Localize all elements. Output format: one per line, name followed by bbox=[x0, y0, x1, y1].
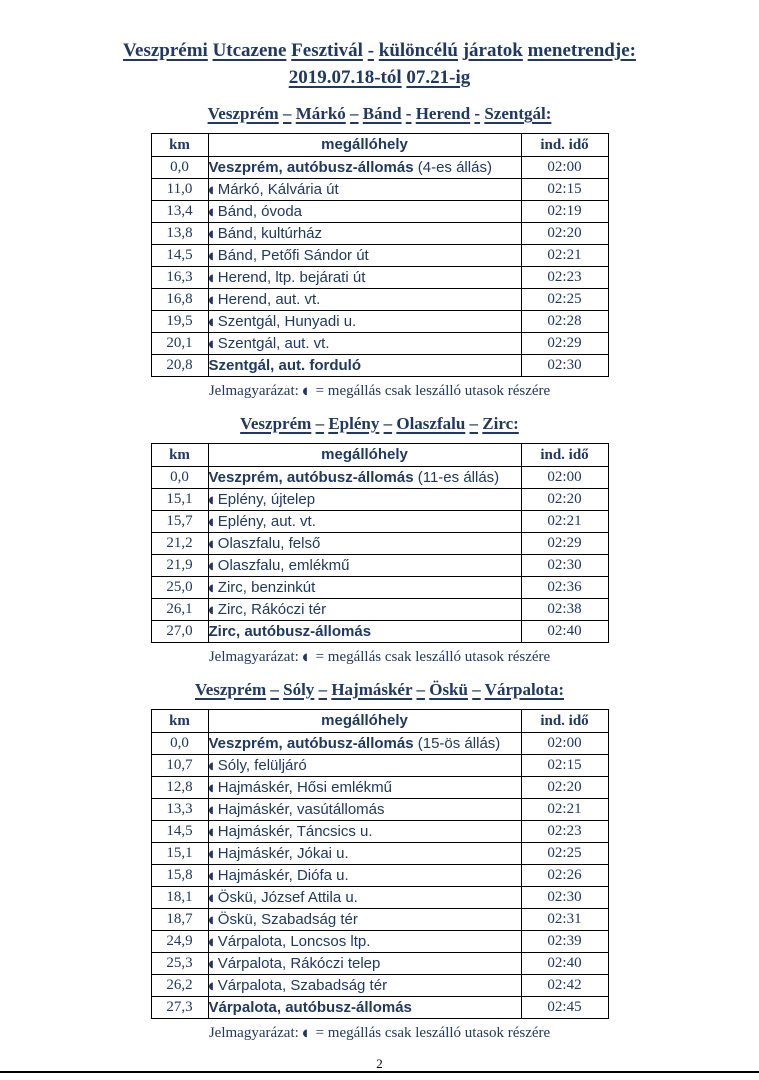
time-cell: 02:38 bbox=[521, 599, 608, 621]
km-cell: 21,9 bbox=[151, 555, 208, 577]
stop-row bbox=[151, 289, 608, 311]
stop-row bbox=[151, 621, 608, 643]
time-cell: 02:20 bbox=[521, 777, 608, 799]
stop-name: Zirc, benzinkút bbox=[217, 579, 316, 596]
stop-cell bbox=[208, 621, 521, 643]
time-cell: 02:36 bbox=[521, 577, 608, 599]
alight-only-icon: ◖ bbox=[208, 937, 214, 948]
alight-only-icon: ◖ bbox=[208, 583, 214, 594]
stop-row bbox=[151, 511, 608, 533]
time-cell: 02:28 bbox=[521, 311, 608, 333]
legend-text: = megállás csak leszálló utasok részére bbox=[315, 1025, 551, 1041]
km-cell: 13,8 bbox=[151, 223, 208, 245]
stop-name: Veszprém, autóbusz-állomás bbox=[208, 159, 414, 176]
stop-name: Hajmáskér, Diófa u. bbox=[217, 867, 349, 884]
stop-name: Herend, ltp. bejárati út bbox=[217, 269, 366, 286]
legend-text: = megállás csak leszálló utasok részére bbox=[315, 649, 551, 665]
stop-cell bbox=[208, 467, 521, 489]
alight-only-icon: ◖ bbox=[208, 495, 214, 506]
route-section-eplény-zirc bbox=[0, 412, 759, 667]
km-cell: 26,1 bbox=[151, 599, 208, 621]
stop-row bbox=[151, 467, 608, 489]
alight-only-icon: ◖ bbox=[208, 517, 214, 528]
stop-row bbox=[151, 975, 608, 997]
time-cell: 02:31 bbox=[521, 909, 608, 931]
stop-row bbox=[151, 157, 608, 179]
column-header-time: ind. idő bbox=[521, 710, 608, 733]
stop-cell bbox=[208, 887, 521, 909]
km-cell: 20,8 bbox=[151, 355, 208, 377]
stop-cell bbox=[208, 555, 521, 577]
stop-name: Szentgál, aut. vt. bbox=[217, 335, 330, 352]
route-heading: Veszprém – Eplény – Olaszfalu – Zirc: bbox=[240, 414, 519, 433]
stop-name: Szentgál, aut. forduló bbox=[208, 357, 361, 374]
legend-prefix: Jelmagyarázat: bbox=[208, 649, 299, 665]
stop-cell bbox=[208, 201, 521, 223]
km-cell: 27,3 bbox=[151, 997, 208, 1019]
column-header-stop: megállóhely bbox=[208, 134, 521, 157]
km-cell: 15,1 bbox=[151, 843, 208, 865]
km-cell: 14,5 bbox=[151, 821, 208, 843]
title-line-2: 2019.07.18-tól 07.21-ig bbox=[288, 67, 471, 88]
time-cell: 02:29 bbox=[521, 333, 608, 355]
legend-prefix: Jelmagyarázat: bbox=[208, 383, 299, 399]
route-section-sóly-várpalota bbox=[0, 678, 759, 1043]
legend-line bbox=[0, 1023, 759, 1043]
stop-name: Szentgál, Hunyadi u. bbox=[217, 313, 357, 330]
legend-prefix: Jelmagyarázat: bbox=[208, 1025, 299, 1041]
time-cell: 02:30 bbox=[521, 887, 608, 909]
stop-row bbox=[151, 865, 608, 887]
stop-cell bbox=[208, 533, 521, 555]
km-cell: 18,7 bbox=[151, 909, 208, 931]
stop-name: Bánd, óvoda bbox=[217, 203, 303, 220]
stop-row bbox=[151, 245, 608, 267]
stop-row bbox=[151, 355, 608, 377]
stop-cell bbox=[208, 953, 521, 975]
route-section-markó-szentgál bbox=[0, 102, 759, 401]
km-cell: 15,1 bbox=[151, 489, 208, 511]
alight-only-icon: ◖ bbox=[208, 915, 214, 926]
timetable bbox=[151, 133, 609, 377]
stop-cell bbox=[208, 489, 521, 511]
alight-only-icon: ◖ bbox=[208, 273, 214, 284]
time-cell: 02:20 bbox=[521, 223, 608, 245]
time-cell: 02:45 bbox=[521, 997, 608, 1019]
stop-name-suffix: (4-es állás) bbox=[413, 159, 492, 176]
stop-cell bbox=[208, 997, 521, 1019]
stop-name: Öskü, Szabadság tér bbox=[217, 911, 358, 928]
km-cell: 25,0 bbox=[151, 577, 208, 599]
stop-cell bbox=[208, 931, 521, 953]
km-cell: 21,2 bbox=[151, 533, 208, 555]
alight-only-icon: ◖ bbox=[208, 827, 214, 838]
time-cell: 02:40 bbox=[521, 953, 608, 975]
column-header-time: ind. idő bbox=[521, 134, 608, 157]
header-row bbox=[151, 134, 608, 157]
time-cell: 02:42 bbox=[521, 975, 608, 997]
stop-name: Bánd, kultúrház bbox=[217, 225, 323, 242]
time-cell: 02:20 bbox=[521, 489, 608, 511]
km-cell: 20,1 bbox=[151, 333, 208, 355]
legend-line bbox=[0, 647, 759, 667]
stop-cell bbox=[208, 245, 521, 267]
half-circle-icon: ◖ bbox=[302, 652, 308, 663]
stop-cell bbox=[208, 733, 521, 755]
time-cell: 02:19 bbox=[521, 201, 608, 223]
legend-text: = megállás csak leszálló utasok részére bbox=[315, 383, 551, 399]
half-circle-icon: ◖ bbox=[302, 386, 308, 397]
timetable-container bbox=[0, 133, 759, 377]
stop-name: Sóly, felüljáró bbox=[217, 757, 307, 774]
stop-cell bbox=[208, 179, 521, 201]
km-cell: 18,1 bbox=[151, 887, 208, 909]
time-cell: 02:23 bbox=[521, 821, 608, 843]
alight-only-icon: ◖ bbox=[208, 893, 214, 904]
stop-cell bbox=[208, 157, 521, 179]
stop-row bbox=[151, 311, 608, 333]
km-cell: 19,5 bbox=[151, 311, 208, 333]
timetable-container bbox=[0, 443, 759, 643]
stop-name: Várpalota, Loncsos ltp. bbox=[217, 933, 371, 950]
stop-name: Eplény, aut. vt. bbox=[217, 513, 316, 530]
alight-only-icon: ◖ bbox=[208, 783, 214, 794]
stop-name: Zirc, Rákóczi tér bbox=[217, 601, 327, 618]
km-cell: 24,9 bbox=[151, 931, 208, 953]
column-header-km: km bbox=[151, 134, 208, 157]
stop-row bbox=[151, 267, 608, 289]
stop-cell bbox=[208, 755, 521, 777]
stop-cell bbox=[208, 799, 521, 821]
route-heading: Veszprém – Márkó – Bánd - Herend - Szentgál: bbox=[207, 104, 552, 123]
stop-name: Olaszfalu, felső bbox=[217, 535, 321, 552]
alight-only-icon: ◖ bbox=[208, 981, 214, 992]
alight-only-icon: ◖ bbox=[208, 339, 214, 350]
stop-cell bbox=[208, 223, 521, 245]
alight-only-icon: ◖ bbox=[208, 761, 214, 772]
km-cell: 12,8 bbox=[151, 777, 208, 799]
stop-name: Hajmáskér, vasútállomás bbox=[217, 801, 385, 818]
header-row bbox=[151, 710, 608, 733]
stop-row bbox=[151, 179, 608, 201]
time-cell: 02:00 bbox=[521, 157, 608, 179]
stop-row bbox=[151, 909, 608, 931]
title-line-1: Veszprémi Utcazene Fesztivál - különcélú járatok menetrendje: bbox=[123, 40, 636, 61]
stop-row bbox=[151, 953, 608, 975]
stop-name: Hajmáskér, Hősi emlékmű bbox=[217, 779, 392, 796]
alight-only-icon: ◖ bbox=[208, 605, 214, 616]
column-header-stop: megállóhely bbox=[208, 710, 521, 733]
timetable bbox=[151, 443, 609, 643]
stop-row bbox=[151, 931, 608, 953]
alight-only-icon: ◖ bbox=[208, 185, 214, 196]
stop-row bbox=[151, 843, 608, 865]
time-cell: 02:26 bbox=[521, 865, 608, 887]
alight-only-icon: ◖ bbox=[208, 561, 214, 572]
route-heading: Veszprém – Sóly – Hajmáskér – Öskü – Várpalota: bbox=[194, 680, 564, 699]
stop-row bbox=[151, 799, 608, 821]
column-header-stop: megállóhely bbox=[208, 444, 521, 467]
stop-name: Várpalota, Rákóczi telep bbox=[217, 955, 381, 972]
time-cell: 02:25 bbox=[521, 843, 608, 865]
km-cell: 15,7 bbox=[151, 511, 208, 533]
stop-cell bbox=[208, 975, 521, 997]
stop-cell bbox=[208, 333, 521, 355]
km-cell: 16,8 bbox=[151, 289, 208, 311]
time-cell: 02:21 bbox=[521, 799, 608, 821]
stop-row bbox=[151, 333, 608, 355]
next-page-edge-divider bbox=[0, 1071, 759, 1073]
legend-line bbox=[0, 381, 759, 401]
time-cell: 02:39 bbox=[521, 931, 608, 953]
stop-row bbox=[151, 733, 608, 755]
km-cell: 0,0 bbox=[151, 157, 208, 179]
time-cell: 02:23 bbox=[521, 267, 608, 289]
column-header-km: km bbox=[151, 444, 208, 467]
time-cell: 02:29 bbox=[521, 533, 608, 555]
alight-only-icon: ◖ bbox=[208, 959, 214, 970]
time-cell: 02:21 bbox=[521, 245, 608, 267]
time-cell: 02:00 bbox=[521, 467, 608, 489]
stop-row bbox=[151, 777, 608, 799]
stop-name: Várpalota, autóbusz-állomás bbox=[208, 999, 412, 1016]
stop-row bbox=[151, 533, 608, 555]
stop-row bbox=[151, 755, 608, 777]
timetable bbox=[151, 709, 609, 1019]
header-row bbox=[151, 444, 608, 467]
stop-name: Hajmáskér, Jókai u. bbox=[217, 845, 349, 862]
km-cell: 25,3 bbox=[151, 953, 208, 975]
stop-name: Olaszfalu, emlékmű bbox=[217, 557, 350, 574]
stop-row bbox=[151, 821, 608, 843]
time-cell: 02:15 bbox=[521, 755, 608, 777]
half-circle-icon: ◖ bbox=[302, 1028, 308, 1039]
time-cell: 02:30 bbox=[521, 555, 608, 577]
alight-only-icon: ◖ bbox=[208, 207, 214, 218]
km-cell: 13,3 bbox=[151, 799, 208, 821]
stop-name-suffix: (11-es állás) bbox=[413, 469, 500, 486]
km-cell: 15,8 bbox=[151, 865, 208, 887]
stop-name: Bánd, Petőfi Sándor út bbox=[217, 247, 369, 264]
alight-only-icon: ◖ bbox=[208, 317, 214, 328]
alight-only-icon: ◖ bbox=[208, 295, 214, 306]
stop-name: Várpalota, Szabadság tér bbox=[217, 977, 388, 994]
stop-row bbox=[151, 223, 608, 245]
page-number: 2 bbox=[376, 1056, 383, 1071]
stop-cell bbox=[208, 577, 521, 599]
km-cell: 0,0 bbox=[151, 733, 208, 755]
stop-cell bbox=[208, 289, 521, 311]
km-cell: 0,0 bbox=[151, 467, 208, 489]
stop-name: Herend, aut. vt. bbox=[217, 291, 321, 308]
time-cell: 02:30 bbox=[521, 355, 608, 377]
stop-row bbox=[151, 201, 608, 223]
stop-cell bbox=[208, 865, 521, 887]
km-cell: 26,2 bbox=[151, 975, 208, 997]
km-cell: 11,0 bbox=[151, 179, 208, 201]
alight-only-icon: ◖ bbox=[208, 251, 214, 262]
stop-cell bbox=[208, 821, 521, 843]
alight-only-icon: ◖ bbox=[208, 871, 214, 882]
stop-row bbox=[151, 599, 608, 621]
km-cell: 27,0 bbox=[151, 621, 208, 643]
alight-only-icon: ◖ bbox=[208, 849, 214, 860]
stop-cell bbox=[208, 311, 521, 333]
stop-cell bbox=[208, 599, 521, 621]
stop-name: Márkó, Kálvária út bbox=[217, 181, 339, 198]
column-header-km: km bbox=[151, 710, 208, 733]
km-cell: 10,7 bbox=[151, 755, 208, 777]
stop-name: Hajmáskér, Táncsics u. bbox=[217, 823, 373, 840]
time-cell: 02:15 bbox=[521, 179, 608, 201]
stop-name-suffix: (15-ös állás) bbox=[413, 735, 501, 752]
stop-cell bbox=[208, 909, 521, 931]
stop-cell bbox=[208, 511, 521, 533]
column-header-time: ind. idő bbox=[521, 444, 608, 467]
alight-only-icon: ◖ bbox=[208, 229, 214, 240]
stop-cell bbox=[208, 843, 521, 865]
stop-cell bbox=[208, 267, 521, 289]
alight-only-icon: ◖ bbox=[208, 805, 214, 816]
stop-row bbox=[151, 489, 608, 511]
stop-row bbox=[151, 577, 608, 599]
time-cell: 02:00 bbox=[521, 733, 608, 755]
alight-only-icon: ◖ bbox=[208, 539, 214, 550]
time-cell: 02:21 bbox=[521, 511, 608, 533]
stop-cell bbox=[208, 355, 521, 377]
document-title bbox=[0, 0, 759, 91]
km-cell: 13,4 bbox=[151, 201, 208, 223]
stop-name: Öskü, József Attila u. bbox=[217, 889, 358, 906]
stop-name: Zirc, autóbusz-állomás bbox=[208, 623, 372, 640]
stop-cell bbox=[208, 777, 521, 799]
time-cell: 02:40 bbox=[521, 621, 608, 643]
stop-name: Eplény, újtelep bbox=[217, 491, 316, 508]
stop-row bbox=[151, 555, 608, 577]
timetable-container bbox=[0, 709, 759, 1019]
km-cell: 14,5 bbox=[151, 245, 208, 267]
stop-row bbox=[151, 997, 608, 1019]
stop-name: Veszprém, autóbusz-állomás bbox=[208, 469, 414, 486]
stop-row bbox=[151, 887, 608, 909]
stop-name: Veszprém, autóbusz-állomás bbox=[208, 735, 414, 752]
km-cell: 16,3 bbox=[151, 267, 208, 289]
time-cell: 02:25 bbox=[521, 289, 608, 311]
